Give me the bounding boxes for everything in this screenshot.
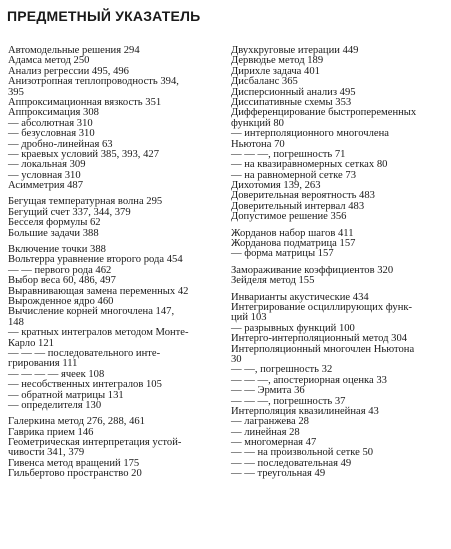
index-entry: Диссипативные схемы 353 <box>231 96 352 108</box>
index-entry: — разрывных функций 100 <box>231 322 355 334</box>
index-entry: чивости 341, 379 <box>8 447 85 459</box>
index-entry: — на квазиравномерных сетках 80 <box>231 159 388 171</box>
index-entry: Автомодельные решения 294 <box>8 45 140 56</box>
index-entry: 30 <box>231 353 242 365</box>
index-entry: — условная 310 <box>8 169 81 181</box>
index-group <box>231 229 443 260</box>
index-entry: Выбор веса 60, 486, 497 <box>8 275 116 287</box>
index-entry: Анизотропная теплопроводность 394, <box>8 76 179 88</box>
index-entry: Интерполяционный многочлен Ньютона <box>231 343 415 355</box>
index-entry: Включение точки 388 <box>8 244 106 256</box>
index-entry: — — —, апостериорная оценка 33 <box>231 374 387 386</box>
index-entry: Асимметрия 487 <box>8 180 84 192</box>
index-entry: — — —, погрешность 37 <box>231 395 346 407</box>
index-entry: Жорданов набор шагов 411 <box>231 227 354 239</box>
index-entry: — — — последовательного инте- <box>8 347 161 359</box>
index-entry: Замораживание коэффициентов 320 <box>231 264 394 276</box>
index-entry: — определителя 130 <box>8 399 102 411</box>
index-entry: Дисперсионный анализ 495 <box>231 86 356 98</box>
page-title: ПРЕДМЕТНЫЙ УКАЗАТЕЛЬ <box>7 8 201 24</box>
index-entry: Интегрирование осциллирующих функ- <box>231 301 413 313</box>
index-entry: — — на произвольной сетке 50 <box>231 447 374 459</box>
index-entry: Дисбаланс 365 <box>231 76 298 88</box>
index-entry: Доверительный интервал 483 <box>231 200 365 212</box>
left-column <box>8 46 220 480</box>
index-entry: Гильбертово пространство 20 <box>8 468 142 480</box>
index-entry: Бесселя формулы 62 <box>8 217 101 229</box>
index-entry: — форма матрицы 157 <box>231 248 334 260</box>
right-column <box>231 46 443 480</box>
index-entry: Аппроксимация 308 <box>8 107 99 119</box>
index-entry: Геометрическая интерпретация устой- <box>8 437 182 449</box>
index-entry: Карло 121 <box>8 337 54 349</box>
index-entry: Жорданова подматрица 157 <box>231 238 356 250</box>
index-entry: Допустимое решение 356 <box>231 211 347 223</box>
index-entry: — интерполяционного многочлена <box>231 128 389 140</box>
index-group <box>231 46 443 223</box>
index-entry: Выравнивающая замена переменных 42 <box>8 285 189 297</box>
index-entry: — безусловная 310 <box>8 128 95 140</box>
index-group <box>8 417 220 479</box>
index-entry: — обратной матрицы 131 <box>8 389 124 401</box>
index-entry: ций 103 <box>231 312 267 324</box>
index-group <box>8 46 220 191</box>
index-entry: — линейная 28 <box>231 426 300 438</box>
index-entry: функций 80 <box>231 117 284 129</box>
index-entry: — несобственных интегралов 105 <box>8 379 162 391</box>
index-entry: Гаврика прием 146 <box>8 426 94 438</box>
index-entry: — — треугольная 49 <box>231 468 326 480</box>
index-entry: 395 <box>8 86 24 98</box>
index-entry: — абсолютная 310 <box>8 117 93 129</box>
index-entry: — локальная 309 <box>8 159 86 171</box>
index-entry: — — — — ячеек 108 <box>8 368 105 380</box>
index-entry: — — первого рода 462 <box>8 264 112 276</box>
index-entry: — лагранжева 28 <box>231 416 309 428</box>
index-entry: Галеркина метод 276, 288, 461 <box>8 416 145 428</box>
index-entry: Бегущий счет 337, 344, 379 <box>8 206 131 218</box>
index-group <box>8 245 220 411</box>
index-entry: Зейделя метод 155 <box>231 275 315 287</box>
index-entry: Адамса метод 250 <box>8 55 90 67</box>
index-entry: Интерго-интерполяционный метод 304 <box>231 333 408 345</box>
index-entry: — краевых условий 385, 393, 427 <box>8 148 159 160</box>
index-entry: Бегущая температурная волна 295 <box>8 196 163 208</box>
index-entry: Вырожденное ядро 460 <box>8 295 114 307</box>
index-group <box>231 293 443 480</box>
index-group <box>8 197 220 239</box>
index-entry: Гивенса метод вращений 175 <box>8 457 140 469</box>
index-entry: — —, погрешность 32 <box>231 364 333 376</box>
index-entry: Двухкруговые итерации 449 <box>231 45 359 56</box>
index-entry: Аппроксимационная вязкость 351 <box>8 96 162 108</box>
index-entry: Большие задачи 388 <box>8 227 99 239</box>
index-entry: Дервюдье метод 189 <box>231 55 324 67</box>
index-entry: Анализ регрессии 495, 496 <box>8 65 129 77</box>
index-entry: 148 <box>8 316 24 328</box>
index-entry: — на равномерной сетке 73 <box>231 169 357 181</box>
index-entry: Дифференцирование быстропеременных <box>231 107 417 119</box>
index-entry: грирования 111 <box>8 358 78 370</box>
index-entry: Дирихле задача 401 <box>231 65 320 77</box>
index-entry: Ньютона 70 <box>231 138 285 150</box>
index-entry: — дробно-линейная 63 <box>8 138 113 150</box>
index-entry: Дихотомия 139, 263 <box>231 180 321 192</box>
index-entry: Интерполяция квазилинейная 43 <box>231 405 379 417</box>
index-group <box>231 266 443 287</box>
index-entry: — кратных интегралов методом Монте- <box>8 327 189 339</box>
index-entry: Инварианты акустические 434 <box>231 291 369 303</box>
index-entry: — — Эрмита 36 <box>231 385 305 397</box>
index-entry: Доверительная вероятность 483 <box>231 190 375 202</box>
index-entry: Вольтерра уравнение второго рода 454 <box>8 254 183 266</box>
index-entry: Вычисление корней многочлена 147, <box>8 306 175 318</box>
index-entry: — многомерная 47 <box>231 437 317 449</box>
index-entry: — — последовательная 49 <box>231 457 352 469</box>
index-entry: — — —, погрешность 71 <box>231 148 346 160</box>
